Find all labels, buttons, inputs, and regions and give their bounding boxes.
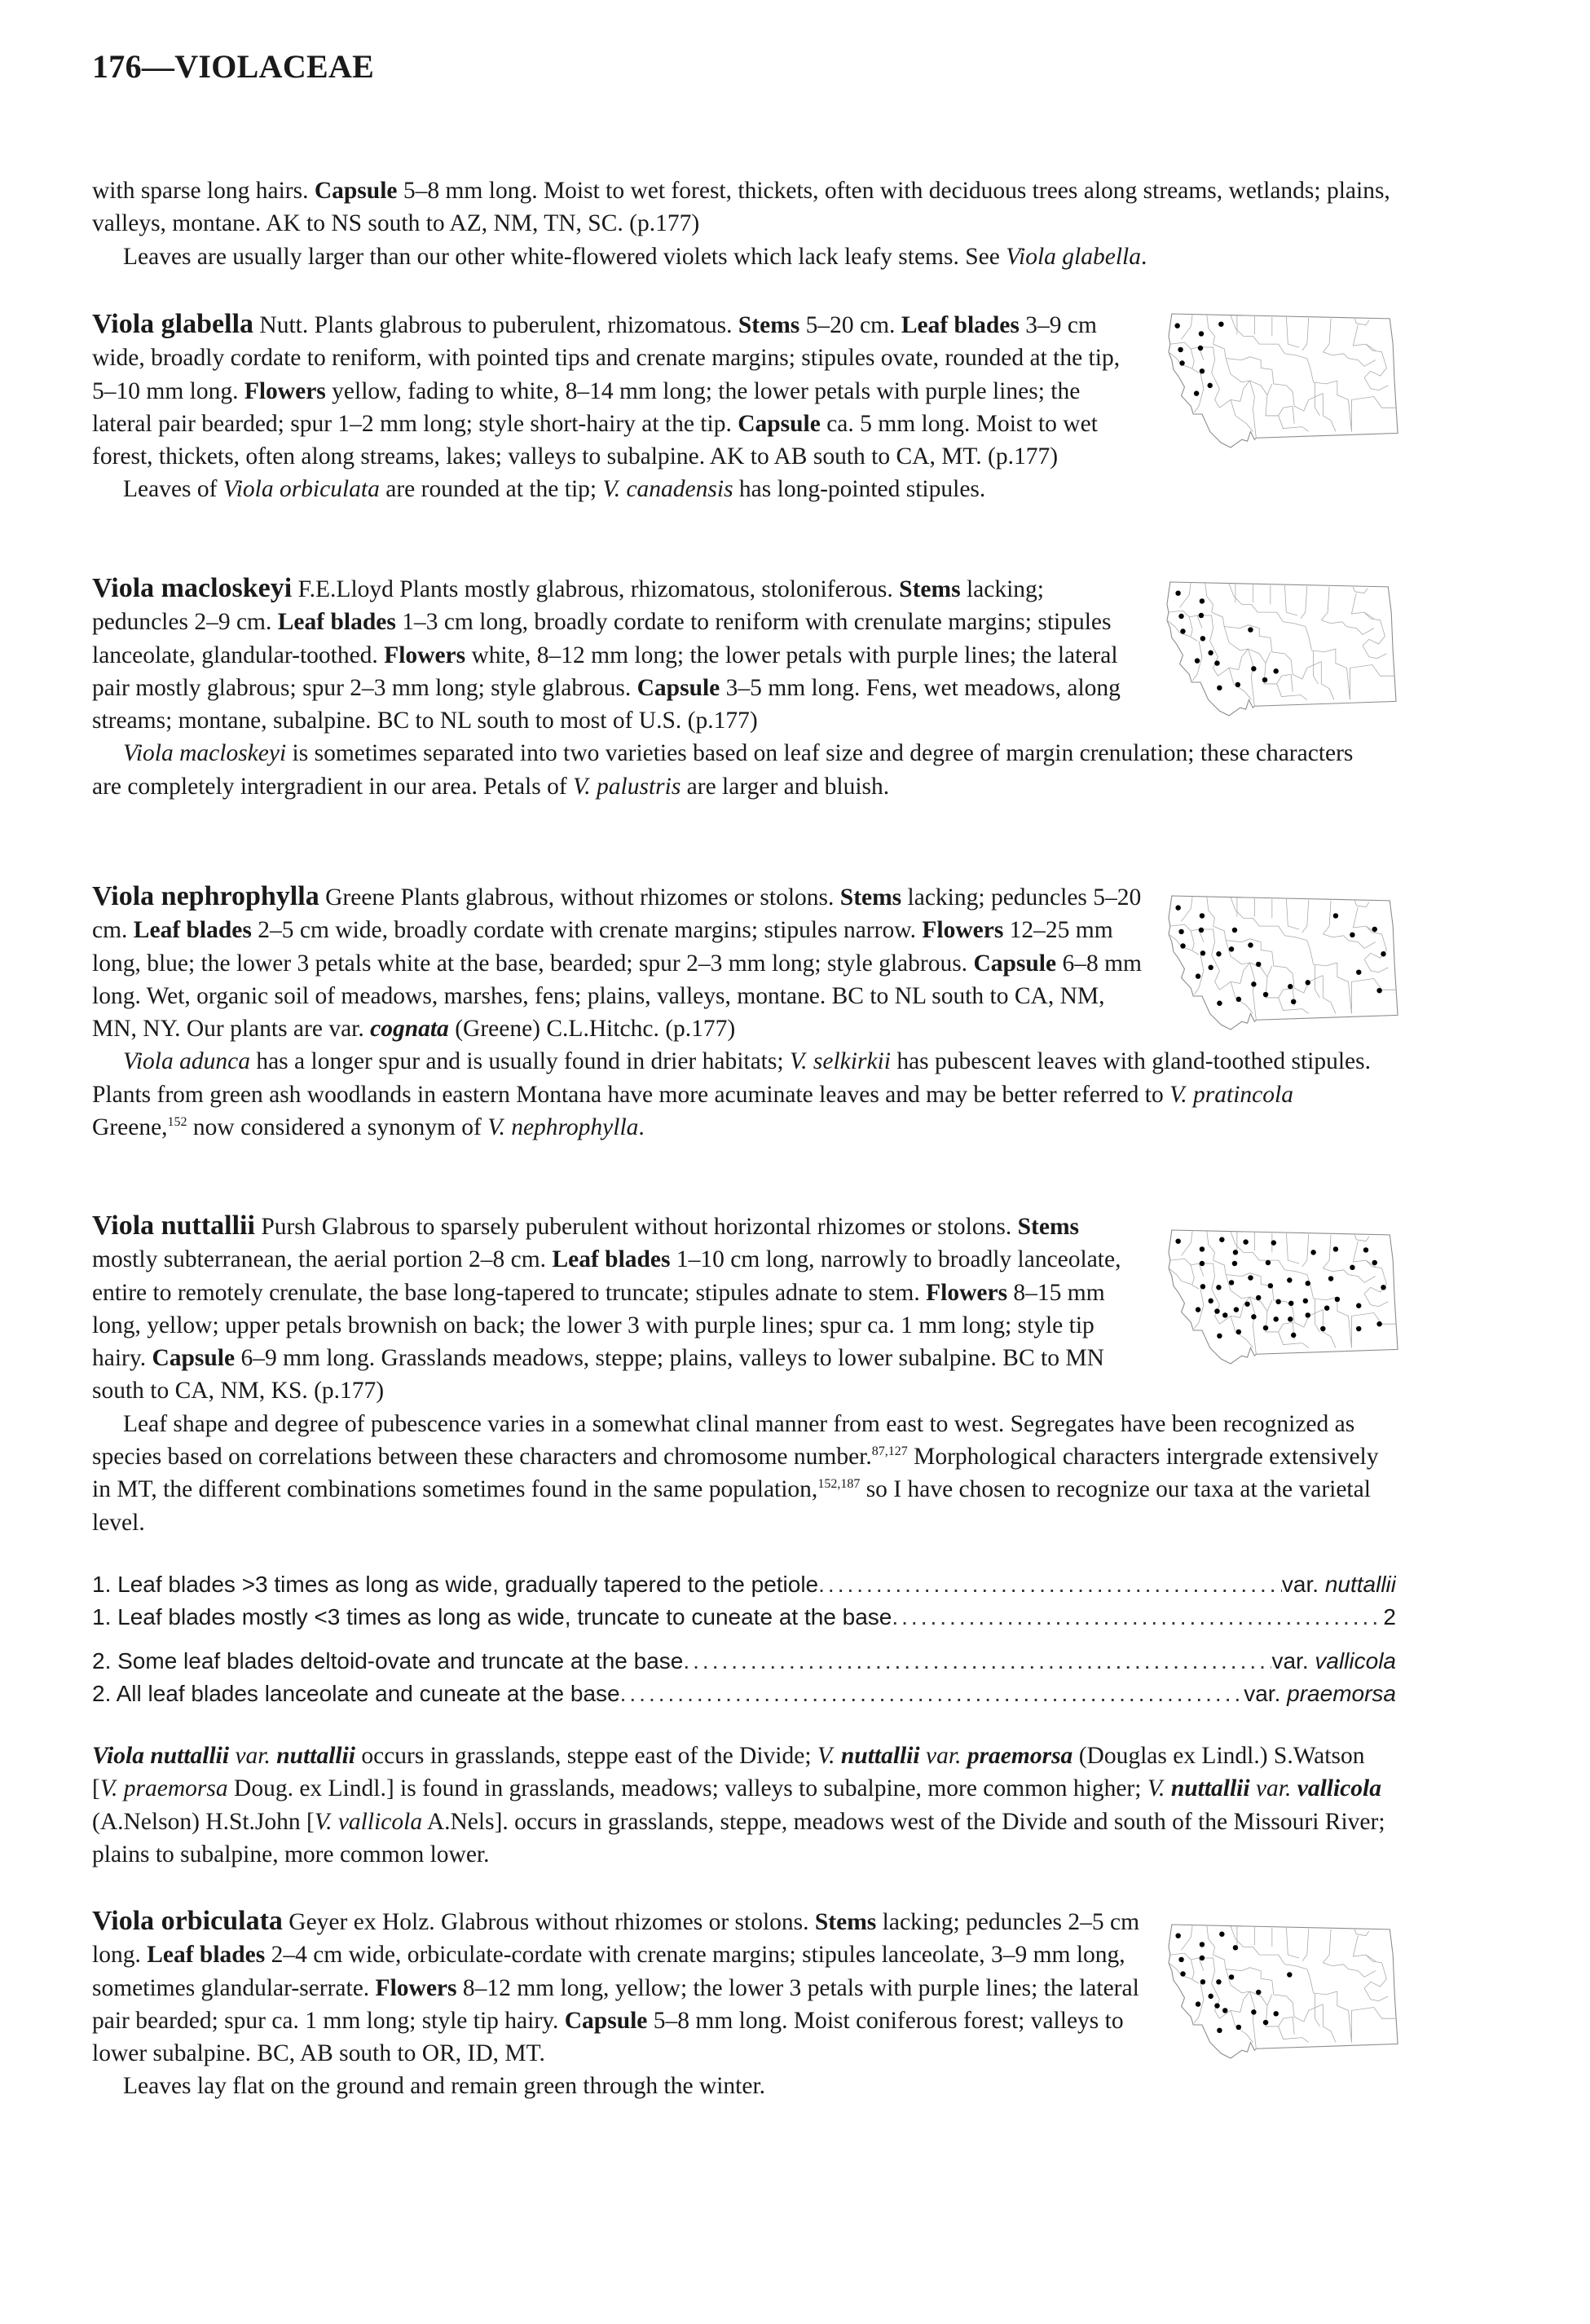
key-result-name: praemorsa bbox=[1287, 1681, 1396, 1706]
occurrence-dot bbox=[1175, 1933, 1180, 1938]
occurrence-dot bbox=[1178, 614, 1183, 619]
occurrence-dot bbox=[1236, 1330, 1241, 1334]
occurrence-dot bbox=[1235, 682, 1240, 687]
occurrence-dot bbox=[1288, 984, 1293, 989]
occurrence-dot bbox=[1200, 1956, 1205, 1960]
occurrence-dot bbox=[1200, 1942, 1205, 1947]
occurrence-dot bbox=[1199, 928, 1204, 933]
occurrence-dot bbox=[1263, 2020, 1268, 2025]
occurrence-dot bbox=[1251, 1314, 1256, 1319]
occurrence-dot bbox=[1287, 1972, 1292, 1977]
leader-dots bbox=[620, 1678, 1244, 1710]
species-description: F.E.Lloyd Plants mostly glabrous, rhizomatous, stoloniferous. Stems lacking; peduncles 2–9 cm. Leaf blades 1–3 cm long, broadly cordate to reniform with crenulate margins; stipules lanceolate, glandular-toothed. Flowers white, 8–12 mm long; the lower petals with purple lines; the lateral pair mostly glabrous; spur 2–3 mm long; style glabrous. Capsule 3–5 mm long. Fens, wet meadows, along streams; montane, subalpine. BC to NL south to most of U.S. (p.177) bbox=[92, 576, 1121, 734]
leader-dots bbox=[818, 1568, 1282, 1601]
key-lead: 1. Leaf blades >3 times as long as wide, gradually tapered to the petiole ..... var. nuttallii bbox=[92, 1568, 1396, 1601]
page-header: 176—VIOLACEAE bbox=[92, 48, 375, 85]
paragraph: Leaves are usually larger than our other white-flowered violets which lack leafy stems. See Viola glabella. bbox=[123, 243, 1147, 270]
distribution-map-orbiculata bbox=[1167, 1922, 1399, 2061]
occurrence-dot bbox=[1333, 1246, 1338, 1251]
occurrence-dot bbox=[1248, 627, 1253, 632]
occurrence-dot bbox=[1216, 1979, 1221, 1984]
occurrence-dot bbox=[1214, 660, 1219, 665]
occurrence-dot bbox=[1256, 1295, 1261, 1300]
species-entry-macloskeyi bbox=[92, 572, 1354, 803]
occurrence-dot bbox=[1376, 1321, 1381, 1326]
occurrence-dot bbox=[1180, 943, 1185, 948]
species-name: Viola orbiculata bbox=[92, 1906, 283, 1936]
occurrence-dot bbox=[1248, 1275, 1253, 1280]
occurrence-dot bbox=[1217, 1334, 1222, 1338]
occurrence-dot bbox=[1222, 2008, 1227, 2013]
species-description: Pursh Glabrous to sparsely puberulent without horizontal rhizomes or stolons. Stems mostly subterranean, the aerial portion 2–8 cm. Leaf blades 1–10 cm long, narrowly to broadly lanceolate, entire to remotely crenulate, the base long-tapered to truncate; stipules adnate to stem. Flowers 8–15 mm long, yellow; upper petals brownish on back; the lower 3 with purple lines; spur ca. 1 mm long; style tip hairy. Capsule 6–9 mm long. Grasslands meadows, steppe; plains, valleys to lower subalpine. BC to MN south to CA, NM, KS. (p.177) bbox=[92, 1214, 1121, 1405]
occurrence-dot bbox=[1263, 1325, 1268, 1330]
occurrence-dot bbox=[1200, 1261, 1205, 1266]
occurrence-dot bbox=[1287, 1277, 1292, 1282]
species-note: Viola adunca has a longer spur and is usually found in drier habitats; V. selkirkii has pubescent leaves with gland-toothed stipules. Plants from green ash woodlands in eastern Montana have more acuminate leaves and may be better referred to V. pratincola Greene,$^{152}$ now considered a synonym of V. nephrophylla. bbox=[92, 1048, 1371, 1141]
occurrence-dot bbox=[1179, 360, 1184, 365]
occurrence-dot bbox=[1291, 1333, 1296, 1338]
occurrence-dot bbox=[1236, 997, 1241, 1002]
occurrence-dot bbox=[1196, 2001, 1200, 2006]
occurrence-dot bbox=[1273, 2011, 1278, 2016]
occurrence-dot bbox=[1248, 942, 1253, 947]
occurrence-dot bbox=[1198, 346, 1203, 351]
leader-dots bbox=[683, 1645, 1271, 1678]
key-spacer bbox=[92, 1634, 1396, 1645]
occurrence-dot bbox=[1288, 1316, 1293, 1321]
occurrence-dot bbox=[1219, 1237, 1224, 1242]
distribution-map-macloskeyi bbox=[1165, 580, 1398, 718]
occurrence-dot bbox=[1356, 1326, 1361, 1331]
occurrence-dot bbox=[1174, 323, 1179, 328]
occurrence-dot bbox=[1218, 321, 1223, 326]
species-note: Viola macloskeyi is sometimes separated into two varieties based on leaf size and degree of margin crenulation; these characters are completely intergradient in our area. Petals of V. palustris are larger and bluish. bbox=[92, 740, 1354, 800]
occurrence-dot bbox=[1306, 980, 1310, 985]
occurrence-dot bbox=[1381, 1285, 1385, 1290]
species-name: Viola nuttallii bbox=[92, 1211, 255, 1241]
occurrence-dot bbox=[1200, 598, 1205, 603]
distribution-map-nuttallii bbox=[1167, 1228, 1399, 1366]
paragraph: Viola nuttallii var. nuttallii occurs in grasslands, steppe east of the Divide; V. nuttallii var. praemorsa (Douglas ex Lindl.) S.Watson [V. praemorsa Doug. ex Lindl.] is found in grasslands, meadows; valleys to subalpine, more common higher; V. nuttallii var. vallicola (A.Nelson) H.St.John [V. vallicola A.Nels]. occurs in grasslands, steppe, meadows west of the Divide and south of the Missouri River; plains to subalpine, more common lower. bbox=[92, 1743, 1385, 1868]
occurrence-dot bbox=[1200, 950, 1205, 955]
species-description: Greene Plants glabrous, without rhizomes or stolons. Stems lacking; peduncles 5–20 cm. Leaf blades 2–5 cm wide, broadly cordate with crenate margins; stipules narrow. Flowers 12–25 mm long, blue; the lower 3 petals white at the base, bearded; spur 2–3 mm long; style glabrous. Capsule 6–8 mm long. Wet, organic soil of meadows, marshes, fens; plains, valleys, montane. BC to NL south to CA, NM, MN, NY. Our plants are var. cognata (Greene) C.L.Hitchc. (p.177) bbox=[92, 884, 1142, 1043]
occurrence-dot bbox=[1376, 988, 1381, 993]
occurrence-dot bbox=[1356, 969, 1361, 974]
occurrence-dot bbox=[1234, 1307, 1239, 1312]
occurrence-dot bbox=[1306, 1312, 1310, 1317]
occurrence-dot bbox=[1196, 973, 1200, 978]
paragraph: with sparse long hairs. Capsule 5–8 mm long. Moist to wet forest, thickets, often with deciduous trees along streams, wetlands; plains, valleys, montane. AK to NS south to AZ, NM, TN, SC. (p.177) bbox=[92, 178, 1390, 237]
key-lead: 1. Leaf blades mostly <3 times as long as wide, truncate to cuneate at the base ..... 2 bbox=[92, 1601, 1396, 1634]
occurrence-dot bbox=[1288, 1301, 1293, 1306]
occurrence-dot bbox=[1356, 1303, 1361, 1308]
occurrence-dot bbox=[1244, 1302, 1249, 1307]
species-description: Geyer ex Holz. Glabrous without rhizomes or stolons. Stems lacking; peduncles 2–5 cm long. Leaf blades 2–4 cm wide, orbiculate-cordate with crenate margins; stipules lanceolate, 3–9 mm long, sometimes glandular-serrate. Flowers 8–12 mm long, yellow; the lower 3 petals with purple lines; the lateral pair bearded; spur ca. 1 mm long; style tip hairy. Capsule 5–8 mm long. Moist coniferous forest; valleys to lower subalpine. BC, AB south to OR, ID, MT. bbox=[92, 1909, 1140, 2067]
occurrence-dot bbox=[1251, 981, 1256, 986]
montana-map-icon bbox=[1167, 1922, 1399, 2061]
occurrence-dot bbox=[1216, 951, 1221, 956]
occurrence-dot bbox=[1200, 636, 1205, 641]
occurrence-dot bbox=[1208, 1299, 1213, 1303]
occurrence-dot bbox=[1208, 965, 1213, 970]
occurrence-dot bbox=[1217, 686, 1222, 690]
continuation-text bbox=[92, 174, 1396, 273]
montana-map-icon bbox=[1167, 893, 1399, 1032]
varieties-note bbox=[92, 1740, 1396, 1871]
species-description: Nutt. Plants glabrous to puberulent, rhizomatous. Stems 5–20 cm. Leaf blades 3–9 cm wide, broadly cordate to reniform, with pointed tips and crenate margins; stipules ovate, rounded at the tip, 5–10 mm long. Flowers yellow, fading to white, 8–14 mm long; the lower petals with purple lines; the lateral pair bearded; spur 1–2 mm long; style short-hairy at the tip. Capsule ca. 5 mm long. Moist to wet forest, thickets, often along streams, lakes; valleys to subalpine. AK to AB south to CA, MT. (p.177) bbox=[92, 312, 1121, 470]
occurrence-dot bbox=[1372, 927, 1377, 932]
occurrence-dot bbox=[1208, 650, 1213, 655]
occurrence-dot bbox=[1229, 946, 1234, 951]
occurrence-dot bbox=[1196, 1307, 1200, 1312]
occurrence-dot bbox=[1263, 992, 1268, 997]
identification-key bbox=[92, 1568, 1396, 1710]
occurrence-dot bbox=[1232, 928, 1237, 933]
occurrence-dot bbox=[1233, 1945, 1238, 1950]
species-entry-glabella bbox=[92, 308, 1143, 506]
occurrence-dot bbox=[1175, 590, 1180, 595]
occurrence-dot bbox=[1256, 1990, 1261, 1995]
occurrence-dot bbox=[1178, 1957, 1183, 1962]
occurrence-dot bbox=[1381, 951, 1385, 956]
occurrence-dot bbox=[1194, 390, 1199, 395]
occurrence-dot bbox=[1333, 913, 1338, 918]
occurrence-dot bbox=[1350, 933, 1354, 937]
occurrence-dot bbox=[1195, 658, 1200, 663]
distribution-map-nephrophylla bbox=[1167, 893, 1399, 1032]
occurrence-dot bbox=[1175, 1238, 1180, 1243]
species-name: Viola nephrophylla bbox=[92, 881, 319, 911]
occurrence-dot bbox=[1200, 913, 1205, 918]
occurrence-dot bbox=[1200, 368, 1205, 373]
key-lead: 2. All leaf blades lanceolate and cuneate at the base ..... var. praemorsa bbox=[92, 1678, 1396, 1710]
occurrence-dot bbox=[1328, 1276, 1333, 1281]
occurrence-dot bbox=[1324, 1305, 1329, 1310]
occurrence-dot bbox=[1310, 1250, 1315, 1255]
occurrence-dot bbox=[1178, 929, 1183, 934]
occurrence-dot bbox=[1320, 1326, 1325, 1331]
occurrence-dot bbox=[1271, 1240, 1276, 1245]
occurrence-dot bbox=[1180, 1971, 1185, 1976]
occurrence-dot bbox=[1275, 1299, 1280, 1304]
occurrence-dot bbox=[1222, 1312, 1227, 1317]
occurrence-dot bbox=[1262, 677, 1267, 682]
occurrence-dot bbox=[1335, 1297, 1340, 1302]
occurrence-dot bbox=[1350, 1265, 1354, 1270]
species-note: Leaves lay flat on the ground and remain green through the winter. bbox=[123, 2073, 766, 2100]
occurrence-dot bbox=[1303, 1299, 1308, 1303]
occurrence-dot bbox=[1251, 2009, 1256, 2014]
montana-map-icon bbox=[1165, 580, 1398, 718]
occurrence-dot bbox=[1200, 1246, 1205, 1251]
occurrence-dot bbox=[1214, 2003, 1219, 2008]
occurrence-dot bbox=[1216, 1285, 1221, 1290]
key-result-name: nuttallii bbox=[1324, 1572, 1396, 1597]
occurrence-dot bbox=[1306, 1281, 1310, 1285]
montana-map-icon bbox=[1167, 311, 1399, 450]
occurrence-dot bbox=[1214, 1308, 1219, 1313]
species-note: Leaves of Viola orbiculata are rounded at the tip; V. canadensis has long-pointed stipules. bbox=[123, 476, 986, 503]
occurrence-dot bbox=[1243, 1239, 1248, 1244]
species-entry-nuttallii bbox=[92, 1210, 1379, 1539]
occurrence-dot bbox=[1291, 999, 1296, 1004]
key-lead: 2. Some leaf blades deltoid-ovate and truncate at the base ..... var. vallicola bbox=[92, 1645, 1396, 1678]
occurrence-dot bbox=[1232, 1261, 1237, 1266]
occurrence-dot bbox=[1178, 347, 1183, 352]
occurrence-dot bbox=[1233, 1250, 1238, 1255]
occurrence-dot bbox=[1199, 613, 1204, 618]
occurrence-dot bbox=[1217, 2028, 1222, 2033]
occurrence-dot bbox=[1251, 666, 1256, 671]
occurrence-dot bbox=[1219, 1932, 1224, 1937]
species-name: Viola macloskeyi bbox=[92, 573, 293, 603]
occurrence-dot bbox=[1236, 2025, 1241, 2030]
species-note: Leaf shape and degree of pubescence varies in a somewhat clinal manner from east to west. Segregates have been recognized as species based on correlations between these characters and chromosome number.$^{87,127}$ Morphological characters intergrade extensively in MT, the different combinations sometimes found in the same population,$^{152,187}$ so I have chosen to recognize our taxa at the varietal level. bbox=[92, 1410, 1379, 1536]
occurrence-dot bbox=[1207, 383, 1212, 388]
occurrence-dot bbox=[1273, 668, 1278, 673]
occurrence-dot bbox=[1363, 1247, 1368, 1252]
distribution-map-glabella bbox=[1167, 311, 1399, 450]
occurrence-dot bbox=[1273, 1316, 1278, 1321]
occurrence-dot bbox=[1208, 1994, 1213, 1999]
montana-map-icon bbox=[1167, 1228, 1399, 1366]
occurrence-dot bbox=[1200, 1979, 1205, 1984]
occurrence-dot bbox=[1256, 962, 1261, 967]
occurrence-dot bbox=[1268, 1283, 1273, 1288]
occurrence-dot bbox=[1217, 1001, 1222, 1006]
key-result-name: vallicola bbox=[1315, 1648, 1396, 1674]
species-entry-orbiculata bbox=[92, 1905, 1143, 2103]
occurrence-dot bbox=[1180, 628, 1185, 633]
leader-dots bbox=[892, 1601, 1383, 1634]
occurrence-dot bbox=[1199, 331, 1204, 336]
occurrence-dot bbox=[1229, 1280, 1234, 1285]
occurrence-dot bbox=[1266, 1260, 1271, 1265]
occurrence-dot bbox=[1175, 905, 1180, 910]
species-name: Viola glabella bbox=[92, 309, 254, 339]
occurrence-dot bbox=[1229, 1974, 1234, 1979]
species-entry-nephrophylla bbox=[92, 880, 1371, 1144]
occurrence-dot bbox=[1200, 1284, 1205, 1289]
occurrence-dot bbox=[1372, 1260, 1377, 1265]
